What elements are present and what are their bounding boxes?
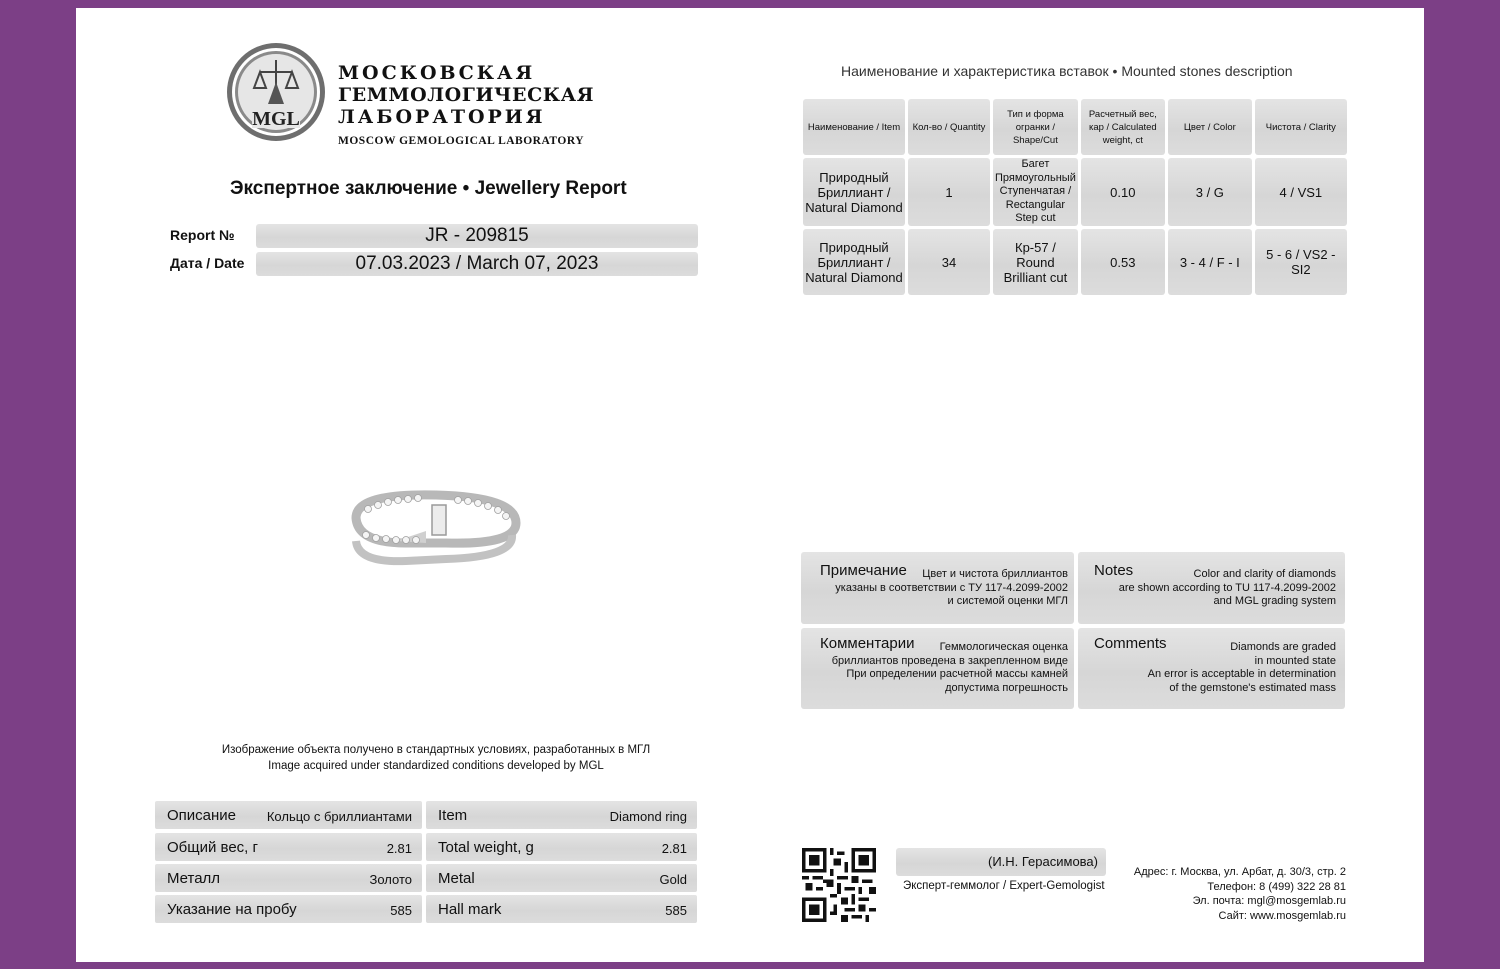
note-ru-heading: Примечание — [820, 562, 907, 579]
note-en-box — [1078, 552, 1345, 624]
description-item-ru — [155, 801, 422, 829]
description-metal-ru — [155, 864, 422, 892]
desc-label: Item — [438, 807, 468, 824]
comments-en-text — [1148, 641, 1336, 695]
note-en-heading: Notes — [1094, 562, 1134, 579]
stone-color: 3 - 4 / F - I — [1168, 229, 1252, 295]
note-line: and MGL grading system — [1213, 595, 1336, 607]
note-ru-text — [835, 568, 1068, 609]
lab-contacts — [1076, 865, 1346, 923]
report-number-label: Report № — [170, 227, 235, 243]
contact-address: Адрес: г. Москва, ул. Арбат, д. 30/3, стр. 2 — [1133, 866, 1346, 878]
stone-cut: Кр-57 / Round Brilliant cut — [993, 229, 1078, 295]
note-ru-box — [801, 552, 1074, 624]
desc-value: Кольцо с бриллиантами — [266, 809, 412, 824]
comments-en-heading: Comments — [1094, 635, 1167, 652]
comments-ru-heading: Комментарии — [820, 635, 915, 652]
contact-phone: Телефон: 8 (499) 322 28 81 — [1207, 880, 1346, 893]
image-caption — [176, 742, 696, 774]
expert-title: Эксперт-геммолог / Expert-Gemologist — [903, 880, 1105, 892]
stones-row — [803, 158, 1347, 226]
expert-name: (И.Н. Герасимова) — [987, 854, 1098, 869]
jewellery-report-sheet — [76, 8, 1424, 962]
note-line: и системой оценки МГЛ — [947, 595, 1068, 607]
desc-value: 2.81 — [661, 841, 687, 856]
stone-quantity: 1 — [908, 158, 990, 226]
stones-header-cut: Тип и форма огранки / Shape/Cut — [993, 99, 1078, 155]
stones-header-row — [803, 99, 1347, 155]
note-line: Цвет и чистота бриллиантов — [922, 568, 1068, 580]
description-item-en — [426, 801, 697, 829]
lab-name-ru — [338, 62, 594, 128]
comment-line: При определении расчетной массы камней — [846, 668, 1068, 680]
stones-header-quantity: Кол-во / Quantity — [908, 99, 990, 155]
comment-line: of the gemstone's estimated mass — [1169, 681, 1336, 694]
lab-name-line-2: ГЕММОЛОГИЧЕСКАЯ — [338, 84, 595, 106]
stones-header-weight: Расчетный вес, кар / Calculated weight, ct — [1081, 99, 1165, 155]
seal-abbr: MGL — [252, 108, 300, 130]
stone-weight: 0.10 — [1081, 158, 1165, 226]
stones-header-color: Цвет / Color — [1168, 99, 1252, 155]
contact-website: Сайт: www.mosgemlab.ru — [1218, 909, 1346, 922]
desc-value: Gold — [659, 872, 687, 887]
note-line: Color and clarity of diamonds — [1193, 568, 1336, 580]
expert-signature-field — [896, 848, 1106, 876]
mgl-seal-logo — [226, 42, 326, 142]
qr-code — [802, 848, 876, 922]
report-date-field: 07.03.2023 / March 07, 2023 — [256, 252, 698, 276]
comment-line: бриллиантов проведена в закрепленном виде — [831, 654, 1068, 667]
stone-quantity: 34 — [908, 229, 990, 295]
stone-cut: Багет Прямоугольный Ступенчатая / Rectangular Step cut — [995, 158, 1076, 225]
desc-value: Золото — [369, 872, 412, 887]
desc-value: 2.81 — [386, 841, 412, 856]
stones-header-clarity: Чистота / Clarity — [1255, 99, 1347, 155]
comment-line: допустима погрешность — [945, 681, 1068, 694]
stone-weight: 0.53 — [1081, 229, 1165, 295]
stone-item: Природный Бриллиант / Natural Diamond — [803, 229, 905, 295]
lab-name-line-1: МОСКОВСКАЯ — [338, 62, 536, 84]
comments-en-box — [1078, 628, 1345, 709]
stone-clarity: 5 - 6 / VS2 - SI2 — [1255, 229, 1347, 295]
comment-line: An error is acceptable in determination — [1147, 668, 1336, 680]
report-date-label: Дата / Date — [170, 255, 245, 271]
lab-name-line-3: ЛАБОРАТОРИЯ — [338, 106, 546, 128]
comments-ru-box — [801, 628, 1074, 709]
stones-row — [803, 229, 1347, 295]
note-en-text — [1119, 568, 1336, 609]
desc-label: Указание на пробу — [167, 901, 297, 918]
stone-color: 3 / G — [1168, 158, 1252, 226]
stones-header-item: Наименование / Item — [803, 99, 905, 155]
report-title: Экспертное заключение • Jewellery Report — [230, 178, 627, 199]
note-line: are shown according to TU 117-4.2099-2002 — [1118, 581, 1336, 594]
desc-label: Hall mark — [438, 901, 502, 918]
contact-email: Эл. почта: mgl@mosgemlab.ru — [1192, 895, 1346, 907]
description-weight-en — [426, 833, 697, 861]
lab-name-en: MOSCOW GEMOLOGICAL LABORATORY — [338, 135, 585, 147]
stones-table — [800, 96, 1350, 298]
desc-value: 585 — [665, 903, 687, 918]
note-line: указаны в соответствии с ТУ 117-4.2099-2002 — [835, 581, 1068, 594]
ring-photo — [346, 483, 526, 573]
desc-label: Total weight, g — [438, 839, 534, 856]
description-hallmark-en — [426, 895, 697, 923]
stones-title: Наименование и характеристика вставок • Mounted stones description — [841, 63, 1293, 79]
stone-clarity: 4 / VS1 — [1255, 158, 1347, 226]
comments-ru-text — [832, 641, 1068, 695]
description-hallmark-ru — [155, 895, 422, 923]
description-weight-ru — [155, 833, 422, 861]
desc-label: Metal — [438, 870, 475, 887]
comment-line: in mounted state — [1254, 654, 1336, 667]
desc-value: 585 — [390, 903, 412, 918]
desc-label: Общий вес, г — [167, 839, 258, 856]
desc-value: Diamond ring — [609, 809, 687, 824]
stone-item: Природный Бриллиант / Natural Diamond — [803, 158, 905, 226]
comment-line: Геммологическая оценка — [939, 641, 1068, 653]
description-metal-en — [426, 864, 697, 892]
desc-label: Описание — [167, 807, 237, 824]
comment-line: Diamonds are graded — [1230, 641, 1336, 653]
desc-label: Металл — [167, 870, 221, 887]
report-number-field: JR - 209815 — [256, 224, 698, 248]
image-caption-en: Image acquired under standardized conditions developed by MGL — [268, 760, 604, 772]
image-caption-ru: Изображение объекта получено в стандартных условиях, разработанных в МГЛ — [221, 744, 651, 756]
